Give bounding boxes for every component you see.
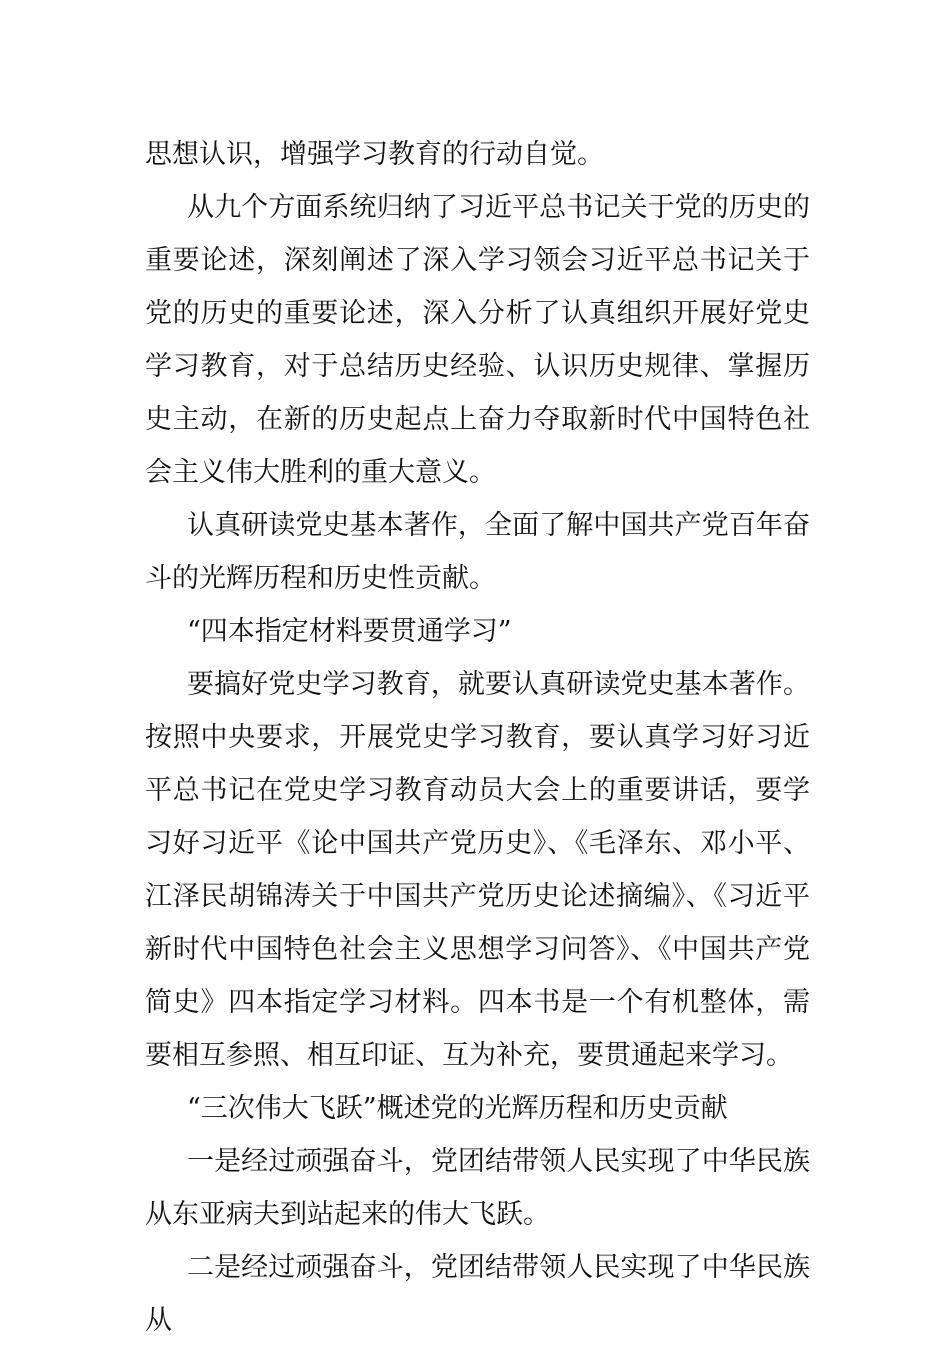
document-body	[145, 128, 810, 1347]
section-heading: “三次伟大飞跃”概述党的光辉历程和历史贡献	[187, 1093, 728, 1124]
paragraph: 二是经过顽强奋斗，党团结带领人民实现了中华民族从	[145, 1252, 810, 1336]
paragraph: 认真研读党史基本著作，全面了解中国共产党百年奋斗的光辉历程和历史性贡献。	[145, 510, 810, 594]
paragraph: 思想认识，增强学习教育的行动自觉。	[145, 139, 604, 170]
paragraph: 要搞好党史学习教育，就要认真研读党史基本著作。按照中央要求，开展党史学习教育，要认真学习好习近平总书记在党史学习教育动员大会上的重要讲话，要学习好习近平《论中国共产党历史》、《毛泽东、邓小平、江泽民胡锦涛关于中国共产党历史论述摘编》、《习近平新时代中国特色社会主义思想学习问答》、《中国共产党简史》四本指定学习材料。四本书是一个有机整体，需要相互参照、相互印证、互为补充，要贯通起来学习。	[145, 669, 810, 1071]
section-heading: “四本指定材料要贯通学习”	[187, 616, 512, 647]
paragraph: 从九个方面系统归纳了习近平总书记关于党的历史的重要论述，深刻阐述了深入学习领会习近平总书记关于党的历史的重要论述，深入分析了认真组织开展好党史学习教育，对于总结历史经验、认识历史规律、掌握历史主动，在新的历史起点上奋力夺取新时代中国特色社会主义伟大胜利的重大意义。	[145, 192, 810, 488]
paragraph: 一是经过顽强奋斗，党团结带领人民实现了中华民族从东亚病夫到站起来的伟大飞跃。	[145, 1146, 810, 1230]
